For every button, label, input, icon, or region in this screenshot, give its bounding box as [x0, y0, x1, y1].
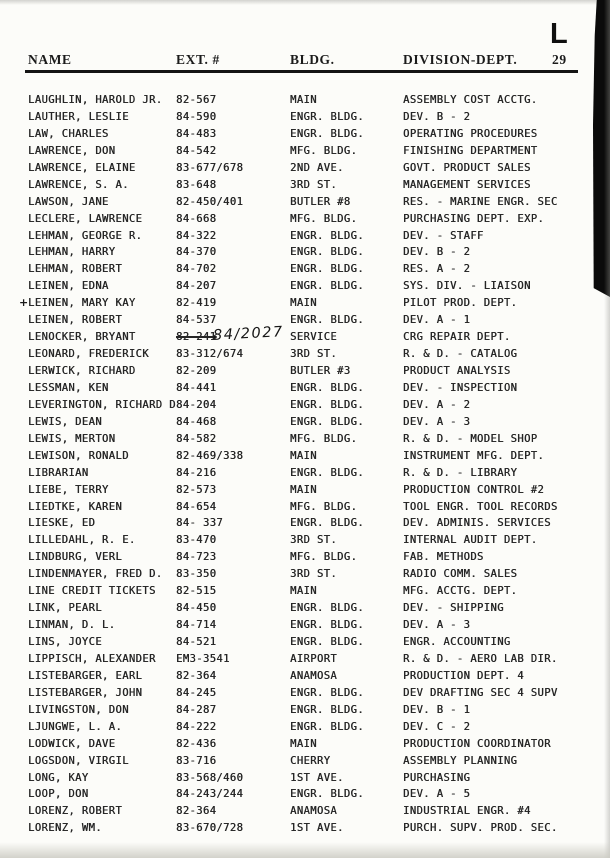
table-row — [0, 278, 610, 295]
cell-bldg: ENGR. BLDG. — [290, 466, 364, 479]
cell-name: LISTEBARGER, EARL — [28, 669, 143, 682]
scan-top-shadow — [0, 0, 610, 5]
cell-division: TOOL ENGR. TOOL RECORDS — [403, 500, 558, 513]
cell-ext: 82-515 — [176, 585, 217, 598]
table-row — [0, 803, 610, 820]
cell-name: LEHMAN, ROBERT — [28, 263, 123, 276]
cell-division: CRG REPAIR DEPT. — [403, 331, 511, 344]
cell-bldg: ENGR. BLDG. — [290, 381, 364, 394]
table-row — [0, 414, 610, 431]
cell-bldg: 3RD ST. — [290, 534, 338, 547]
cell-name: LAWSON, JANE — [28, 195, 109, 208]
cell-division: ENGR. ACCOUNTING — [403, 636, 511, 648]
cell-name: LINDBURG, VERL — [28, 551, 123, 564]
cell-name: LODWICK, DAVE — [28, 737, 116, 750]
cell-name: LOOP, DON — [28, 788, 89, 801]
cell-ext: 82-573 — [176, 483, 217, 496]
table-row — [0, 126, 610, 143]
cell-name: LAUGHLIN, HAROLD JR. — [28, 94, 163, 106]
cell-division: RES. - MARINE ENGR. SEC — [403, 195, 558, 208]
cell-ext: 82-209 — [176, 365, 217, 377]
table-row — [0, 702, 610, 719]
cell-bldg: ENGR. BLDG. — [290, 263, 364, 276]
cell-name: LEHMAN, HARRY — [28, 246, 116, 259]
table-row — [0, 736, 610, 753]
column-header-name: NAME — [28, 52, 72, 67]
cell-division: DEV. B - 1 — [403, 703, 471, 716]
table-row — [0, 634, 610, 651]
cell-ext — [176, 324, 287, 346]
cell-name: LINDENMAYER, FRED D. — [28, 568, 163, 581]
cell-bldg: SERVICE — [290, 331, 338, 344]
cell-ext: 84- 337 — [176, 517, 224, 530]
cell-division: ASSEMBLY PLANNING — [403, 754, 518, 767]
cell-name: LINE CREDIT TICKETS — [28, 585, 156, 598]
cell-ext: 84-204 — [176, 398, 217, 411]
cell-bldg: BUTLER #3 — [290, 365, 351, 377]
cell-bldg: ANAMOSA — [290, 805, 338, 818]
cell-division: MFG. ACCTG. DEPT. — [403, 585, 518, 598]
table-row — [0, 499, 610, 516]
table-row — [0, 397, 610, 414]
cell-division: DEV. A - 2 — [403, 398, 471, 411]
header-rule — [25, 70, 578, 73]
cell-bldg: MAIN — [290, 585, 317, 598]
table-row — [0, 312, 610, 329]
cell-bldg: MFG. BLDG. — [290, 144, 358, 157]
cell-division: PURCHASING DEPT. EXP. — [403, 212, 545, 225]
cell-name: LINS, JOYCE — [28, 636, 102, 648]
cell-ext: 82-450/401 — [176, 195, 244, 208]
table-row — [0, 786, 610, 803]
cell-ext: 84-370 — [176, 246, 217, 259]
cell-bldg: ANAMOSA — [290, 669, 338, 682]
cell-ext: 84-243/244 — [176, 788, 244, 801]
cell-ext: 84-287 — [176, 703, 217, 716]
cell-name: LEONARD, FREDERICK — [28, 348, 149, 361]
cell-ext: 84-590 — [176, 110, 217, 123]
cell-division: DEV. A - 3 — [403, 619, 471, 632]
table-row — [0, 211, 610, 228]
cell-division: PURCHASING — [403, 771, 471, 784]
cell-division: DEV. A - 1 — [403, 314, 471, 327]
cell-division: DEV. A - 5 — [403, 788, 471, 801]
cell-bldg: ENGR. BLDG. — [290, 110, 364, 123]
cell-ext: 83-312/674 — [176, 348, 244, 361]
cell-name: LEWIS, MERTON — [28, 432, 116, 445]
table-row — [0, 515, 610, 532]
cell-ext: 84-207 — [176, 280, 217, 293]
table-row — [0, 482, 610, 499]
table-row — [0, 600, 610, 617]
cell-name: LJUNGWE, L. A. — [28, 720, 123, 733]
table-row — [0, 109, 610, 126]
scan-bottom-shadow — [0, 842, 610, 858]
cell-bldg: 3RD ST. — [290, 568, 338, 581]
table-row — [0, 194, 610, 211]
cell-ext: 83-568/460 — [176, 771, 244, 784]
cell-bldg: ENGR. BLDG. — [290, 619, 364, 632]
column-header-division: DIVISION-DEPT. — [403, 52, 518, 67]
cell-ext: 84-483 — [176, 127, 217, 140]
cell-bldg: ENGR. BLDG. — [290, 280, 364, 293]
cell-bldg: MFG. BLDG. — [290, 432, 358, 445]
cell-name: LIESKE, ED — [28, 517, 96, 530]
cell-division: R. & D. - MODEL SHOP — [403, 432, 538, 445]
cell-division: PRODUCTION CONTROL #2 — [403, 483, 545, 496]
cell-division: DEV. - STAFF — [403, 229, 484, 242]
table-row — [0, 380, 610, 397]
cell-name: LEVERINGTON, RICHARD D — [28, 398, 176, 411]
cell-ext: 82-436 — [176, 737, 217, 750]
cell-bldg: ENGR. BLDG. — [290, 703, 364, 716]
cell-bldg: ENGR. BLDG. — [290, 246, 364, 259]
cell-ext: 82-419 — [176, 297, 217, 310]
table-row — [0, 583, 610, 600]
cell-division: MANAGEMENT SERVICES — [403, 178, 531, 191]
cell-bldg: MAIN — [290, 94, 317, 106]
cell-ext: 83-470 — [176, 534, 217, 547]
cell-bldg: MAIN — [290, 449, 317, 462]
ext-crossed-out: 82-241 — [176, 331, 217, 344]
cell-bldg: ENGR. BLDG. — [290, 127, 364, 140]
cell-name: LORENZ, WM. — [28, 822, 102, 835]
cell-division: DEV. B - 2 — [403, 246, 471, 259]
cell-name: LESSMAN, KEN — [28, 381, 109, 394]
cell-bldg: 1ST AVE. — [290, 822, 344, 835]
cell-ext: 84-702 — [176, 263, 217, 276]
table-row — [0, 770, 610, 787]
cell-bldg: MAIN — [290, 483, 317, 496]
cell-ext: EM3-3541 — [176, 652, 230, 665]
cell-bldg: BUTLER #8 — [290, 195, 351, 208]
cell-bldg: ENGR. BLDG. — [290, 517, 364, 530]
cell-name: LEWISON, RONALD — [28, 449, 129, 462]
cell-ext: 84-222 — [176, 720, 217, 733]
table-row — [0, 346, 610, 363]
table-row — [0, 685, 610, 702]
cell-bldg: MAIN — [290, 297, 317, 310]
table-row — [0, 566, 610, 583]
table-row — [0, 753, 610, 770]
table-row — [0, 431, 610, 448]
cell-bldg: ENGR. BLDG. — [290, 398, 364, 411]
cell-division: ASSEMBLY COST ACCTG. — [403, 94, 538, 106]
table-row — [0, 719, 610, 736]
cell-name: LINK, PEARL — [28, 602, 102, 615]
cell-name: LISTEBARGER, JOHN — [28, 686, 143, 699]
cell-name: LORENZ, ROBERT — [28, 805, 123, 818]
cell-division: PURCH. SUPV. PROD. SEC. — [403, 822, 558, 835]
cell-ext: 82-364 — [176, 669, 217, 682]
column-header-ext: EXT. # — [176, 52, 220, 67]
cell-bldg: 3RD ST. — [290, 348, 338, 361]
table-row — [0, 244, 610, 261]
cell-ext: 84-542 — [176, 144, 217, 157]
table-row — [0, 651, 610, 668]
cell-bldg: MFG. BLDG. — [290, 551, 358, 564]
cell-ext: 84-714 — [176, 619, 217, 632]
cell-bldg: MFG. BLDG. — [290, 500, 358, 513]
table-row — [0, 143, 610, 160]
cell-bldg: 2ND AVE. — [290, 161, 344, 174]
cell-ext: 82-469/338 — [176, 449, 244, 462]
cell-name: LAUTHER, LESLIE — [28, 110, 129, 123]
cell-ext: 83-670/728 — [176, 822, 244, 835]
cell-division: FAB. METHODS — [403, 551, 484, 564]
cell-division: DEV. - INSPECTION — [403, 381, 518, 394]
table-row — [0, 532, 610, 549]
cell-division: DEV. ADMINIS. SERVICES — [403, 517, 551, 530]
directory-rows — [0, 92, 610, 837]
table-row — [0, 465, 610, 482]
cell-division: INTERNAL AUDIT DEPT. — [403, 534, 538, 547]
table-row — [0, 617, 610, 634]
cell-ext: 83-350 — [176, 568, 217, 581]
cell-ext: 82-567 — [176, 94, 217, 106]
cell-bldg: ENGR. BLDG. — [290, 720, 364, 733]
cell-name: LIEBE, TERRY — [28, 483, 109, 496]
table-row — [0, 295, 610, 312]
cell-division: DEV DRAFTING SEC 4 SUPV — [403, 686, 558, 699]
cell-bldg: CHERRY — [290, 754, 331, 767]
cell-name: LILLEDAHL, R. E. — [28, 534, 136, 547]
cell-name: LOGSDON, VIRGIL — [28, 754, 129, 767]
cell-name: LAWRENCE, S. A. — [28, 178, 129, 191]
cell-name: LIEDTKE, KAREN — [28, 500, 123, 513]
cell-division: R. & D. - LIBRARY — [403, 466, 518, 479]
cell-ext: 84-216 — [176, 466, 217, 479]
cell-ext: 84-668 — [176, 212, 217, 225]
cell-ext: 83-648 — [176, 178, 217, 191]
table-row — [0, 92, 610, 109]
cell-ext: 84-245 — [176, 686, 217, 699]
cell-division: GOVT. PRODUCT SALES — [403, 161, 531, 174]
cell-bldg: ENGR. BLDG. — [290, 686, 364, 699]
cell-ext: 84-441 — [176, 381, 217, 394]
cell-division: INDUSTRIAL ENGR. #4 — [403, 805, 531, 818]
cell-division: DEV. A - 3 — [403, 415, 471, 428]
cell-division: PRODUCT ANALYSIS — [403, 365, 511, 377]
cell-ext: 84-468 — [176, 415, 217, 428]
cell-division: RES. A - 2 — [403, 263, 471, 276]
cell-name: LEINEN, MARY KAY — [28, 297, 136, 310]
table-row — [0, 363, 610, 380]
cell-ext: 84-537 — [176, 314, 217, 327]
cell-bldg: 1ST AVE. — [290, 771, 344, 784]
ext-handwritten-correction: 84/2027 — [212, 324, 285, 344]
cell-division: DEV. - SHIPPING — [403, 602, 504, 615]
cell-bldg: MAIN — [290, 737, 317, 750]
table-row — [0, 160, 610, 177]
cell-division: SYS. DIV. - LIAISON — [403, 280, 531, 293]
cell-division: OPERATING PROCEDURES — [403, 127, 538, 140]
page-number: 29 — [552, 52, 567, 67]
cell-name: LEWIS, DEAN — [28, 415, 102, 428]
cell-division: R. & D. - AERO LAB DIR. — [403, 652, 558, 665]
cell-ext: 84-582 — [176, 432, 217, 445]
cell-ext: 84-521 — [176, 636, 217, 648]
cell-bldg: ENGR. BLDG. — [290, 314, 364, 327]
cell-name: LAWRENCE, DON — [28, 144, 116, 157]
cell-name: LIVINGSTON, DON — [28, 703, 129, 716]
cell-name: LEINEN, EDNA — [28, 280, 109, 293]
cell-name: LENOCKER, BRYANT — [28, 331, 136, 344]
table-row — [0, 228, 610, 245]
table-row — [0, 177, 610, 194]
cell-division: FINISHING DEPARTMENT — [403, 144, 538, 157]
cell-bldg: ENGR. BLDG. — [290, 602, 364, 615]
cell-division: R. & D. - CATALOG — [403, 348, 518, 361]
cell-ext: 82-364 — [176, 805, 217, 818]
cell-name: LAW, CHARLES — [28, 127, 109, 140]
cell-division: DEV. B - 2 — [403, 110, 471, 123]
cell-name: LEINEN, ROBERT — [28, 314, 123, 327]
cell-bldg: AIRPORT — [290, 652, 338, 665]
table-row — [0, 820, 610, 837]
table-row — [0, 261, 610, 278]
scan-right-shadow — [604, 0, 610, 858]
section-letter: L — [550, 18, 568, 50]
table-row — [0, 324, 610, 346]
cell-ext: 83-716 — [176, 754, 217, 767]
cell-division: DEV. C - 2 — [403, 720, 471, 733]
table-row — [0, 668, 610, 685]
cell-name: LINMAN, D. L. — [28, 619, 116, 632]
cell-ext: 84-450 — [176, 602, 217, 615]
table-row — [0, 549, 610, 566]
cell-division: PRODUCTION DEPT. 4 — [403, 669, 524, 682]
cell-bldg: ENGR. BLDG. — [290, 415, 364, 428]
cell-bldg: 3RD ST. — [290, 178, 338, 191]
cell-bldg: ENGR. BLDG. — [290, 788, 364, 801]
cell-ext: 84-723 — [176, 551, 217, 564]
cell-name: LEHMAN, GEORGE R. — [28, 229, 143, 242]
cell-name: LONG, KAY — [28, 771, 89, 784]
cell-division: INSTRUMENT MFG. DEPT. — [403, 449, 545, 462]
table-row — [0, 448, 610, 465]
column-header-bldg: BLDG. — [290, 52, 335, 67]
handwritten-plus-marker: + — [19, 296, 29, 310]
cell-ext: 84-322 — [176, 229, 217, 242]
cell-name: LIPPISCH, ALEXANDER — [28, 652, 156, 665]
cell-ext: 83-677/678 — [176, 161, 244, 174]
cell-bldg: ENGR. BLDG. — [290, 229, 364, 242]
cell-name: LERWICK, RICHARD — [28, 365, 136, 377]
cell-name: LIBRARIAN — [28, 466, 89, 479]
cell-bldg: ENGR. BLDG. — [290, 636, 364, 648]
cell-division: RADIO COMM. SALES — [403, 568, 518, 581]
cell-bldg: MFG. BLDG. — [290, 212, 358, 225]
cell-name: LAWRENCE, ELAINE — [28, 161, 136, 174]
cell-division: PRODUCTION COORDINATOR — [403, 737, 551, 750]
cell-name: LECLERE, LAWRENCE — [28, 212, 143, 225]
cell-ext: 84-654 — [176, 500, 217, 513]
cell-division: PILOT PROD. DEPT. — [403, 297, 518, 310]
